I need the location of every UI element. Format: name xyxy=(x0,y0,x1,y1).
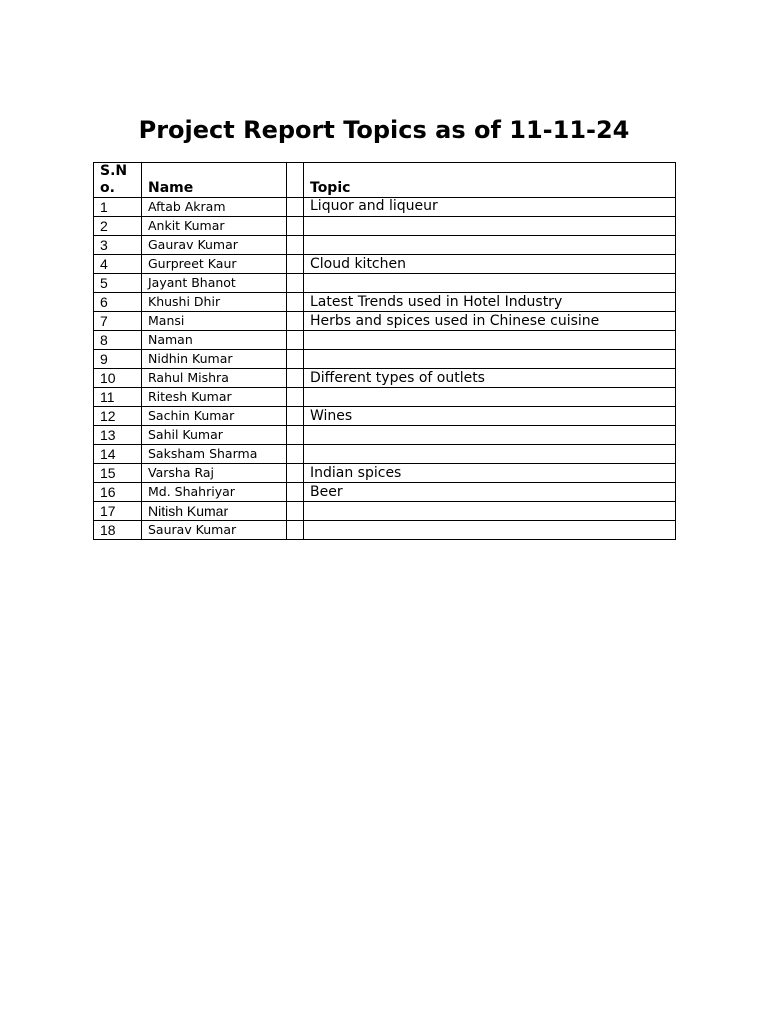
table-row xyxy=(94,236,676,255)
cell-name: Sachin Kumar xyxy=(142,407,287,426)
cell-name: Mansi xyxy=(142,312,287,331)
page-title: Project Report Topics as of 11-11-24 xyxy=(138,116,630,144)
cell-sno: 3 xyxy=(94,236,142,255)
table-row xyxy=(94,217,676,236)
cell-sno: 6 xyxy=(94,293,142,312)
table-row xyxy=(94,198,676,217)
cell-gap xyxy=(287,369,304,388)
cell-name: Nidhin Kumar xyxy=(142,350,287,369)
cell-sno: 11 xyxy=(94,388,142,407)
cell-topic: Wines xyxy=(304,407,676,426)
topics-table xyxy=(93,162,676,540)
cell-topic xyxy=(304,388,676,407)
cell-sno: 7 xyxy=(94,312,142,331)
cell-name: Rahul Mishra xyxy=(142,369,287,388)
cell-topic: Cloud kitchen xyxy=(304,255,676,274)
cell-gap xyxy=(287,426,304,445)
cell-name: Sahil Kumar xyxy=(142,426,287,445)
cell-topic: Indian spices xyxy=(304,464,676,483)
cell-sno: 16 xyxy=(94,483,142,502)
header-name: Name xyxy=(142,163,287,198)
cell-sno: 12 xyxy=(94,407,142,426)
cell-sno: 13 xyxy=(94,426,142,445)
table-row xyxy=(94,445,676,464)
cell-name: Nitish Kumar xyxy=(142,502,287,521)
cell-sno: 10 xyxy=(94,369,142,388)
cell-topic xyxy=(304,445,676,464)
cell-topic xyxy=(304,521,676,540)
table-row xyxy=(94,331,676,350)
table-row xyxy=(94,312,676,331)
cell-name: Ankit Kumar xyxy=(142,217,287,236)
cell-gap xyxy=(287,293,304,312)
cell-topic: Latest Trends used in Hotel Industry xyxy=(304,293,676,312)
cell-gap xyxy=(287,217,304,236)
cell-topic xyxy=(304,331,676,350)
cell-gap xyxy=(287,407,304,426)
cell-name: Saurav Kumar xyxy=(142,521,287,540)
cell-gap xyxy=(287,464,304,483)
cell-topic xyxy=(304,426,676,445)
cell-name: Ritesh Kumar xyxy=(142,388,287,407)
cell-topic xyxy=(304,217,676,236)
cell-gap xyxy=(287,236,304,255)
cell-gap xyxy=(287,331,304,350)
cell-name: Gaurav Kumar xyxy=(142,236,287,255)
cell-gap xyxy=(287,274,304,293)
table-row xyxy=(94,483,676,502)
cell-gap xyxy=(287,388,304,407)
header-topic: Topic xyxy=(304,163,676,198)
cell-name: Varsha Raj xyxy=(142,464,287,483)
cell-topic xyxy=(304,350,676,369)
cell-gap xyxy=(287,198,304,217)
cell-gap xyxy=(287,350,304,369)
cell-name: Khushi Dhir xyxy=(142,293,287,312)
cell-sno: 1 xyxy=(94,198,142,217)
table-row xyxy=(94,426,676,445)
cell-topic xyxy=(304,502,676,521)
table-row xyxy=(94,464,676,483)
cell-gap xyxy=(287,312,304,331)
cell-sno: 15 xyxy=(94,464,142,483)
cell-sno: 14 xyxy=(94,445,142,464)
table-row xyxy=(94,407,676,426)
cell-name: Naman xyxy=(142,331,287,350)
cell-name: Gurpreet Kaur xyxy=(142,255,287,274)
cell-sno: 5 xyxy=(94,274,142,293)
cell-gap xyxy=(287,255,304,274)
cell-sno: 8 xyxy=(94,331,142,350)
cell-gap xyxy=(287,502,304,521)
table-row xyxy=(94,293,676,312)
cell-sno: 18 xyxy=(94,521,142,540)
table-row xyxy=(94,350,676,369)
cell-gap xyxy=(287,521,304,540)
table-row xyxy=(94,388,676,407)
cell-topic: Herbs and spices used in Chinese cuisine xyxy=(304,312,676,331)
table-row xyxy=(94,255,676,274)
table-row xyxy=(94,502,676,521)
cell-sno: 2 xyxy=(94,217,142,236)
cell-sno: 9 xyxy=(94,350,142,369)
cell-gap xyxy=(287,483,304,502)
table-row xyxy=(94,521,676,540)
cell-topic: Liquor and liqueur xyxy=(304,198,676,217)
cell-topic xyxy=(304,274,676,293)
cell-topic xyxy=(304,236,676,255)
cell-topic: Different types of outlets xyxy=(304,369,676,388)
cell-name: Aftab Akram xyxy=(142,198,287,217)
cell-sno: 17 xyxy=(94,502,142,521)
cell-name: Jayant Bhanot xyxy=(142,274,287,293)
header-row xyxy=(94,163,676,198)
cell-name: Md. Shahriyar xyxy=(142,483,287,502)
header-sno: S.No. xyxy=(94,163,142,198)
cell-sno: 4 xyxy=(94,255,142,274)
table-row xyxy=(94,369,676,388)
cell-topic: Beer xyxy=(304,483,676,502)
header-gap xyxy=(287,163,304,198)
cell-name: Saksham Sharma xyxy=(142,445,287,464)
cell-gap xyxy=(287,445,304,464)
table-row xyxy=(94,274,676,293)
